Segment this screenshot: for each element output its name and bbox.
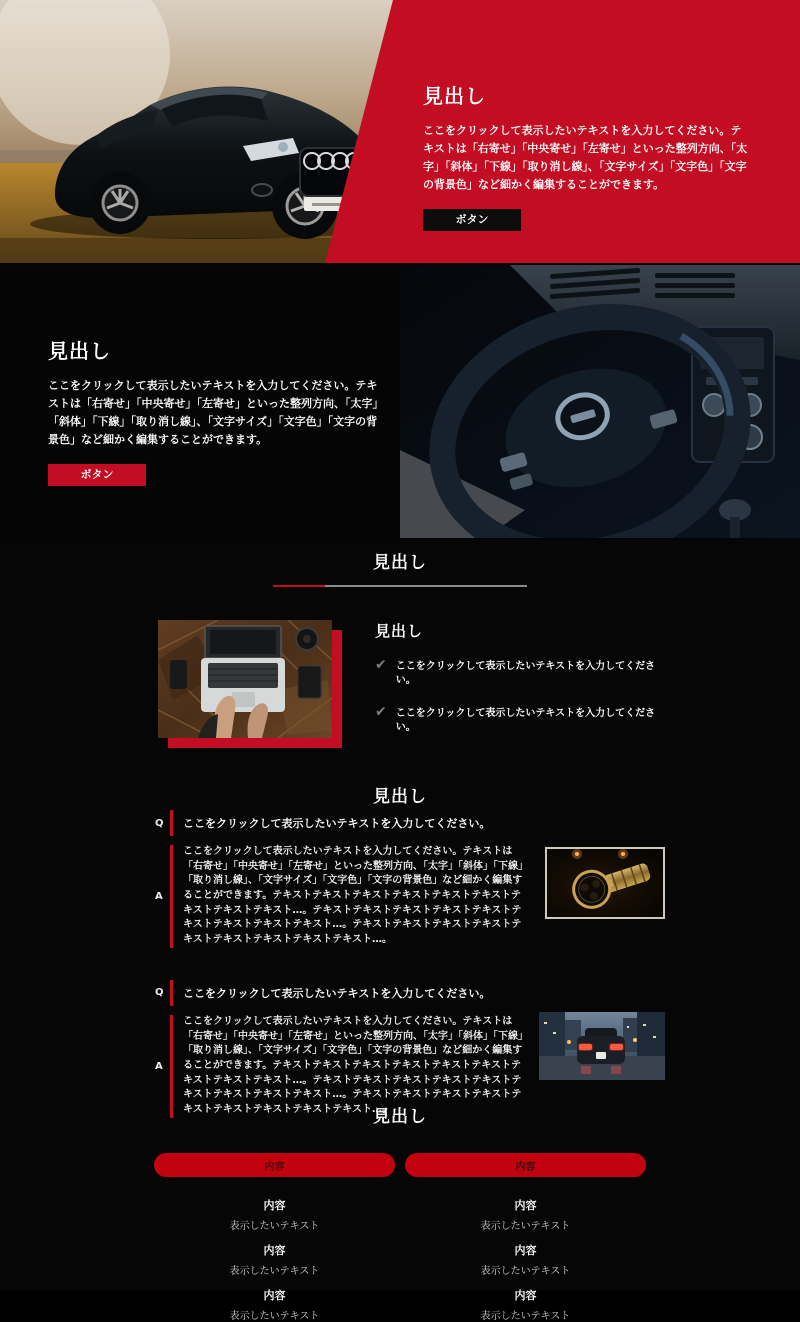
summary-pill-button-1[interactable]: 内容 <box>154 1153 395 1177</box>
car-taillights-photo <box>539 1012 665 1080</box>
summary-row-value: 表示したいテキスト <box>229 1221 320 1232</box>
steering-wheel-photo <box>400 265 800 538</box>
summary-row-value: 表示したいテキスト <box>229 1311 320 1322</box>
watch-illustration <box>547 849 663 917</box>
section-2-content <box>48 335 388 486</box>
laptop-illustration <box>158 620 332 738</box>
summary-heading: 見出し <box>373 1107 427 1127</box>
faq-item <box>155 810 665 948</box>
checkmark-icon: ✔ <box>375 704 387 720</box>
section-2 <box>0 263 800 540</box>
faq-question-text: ここをクリックして表示したいテキストを入力してください。 <box>183 986 491 1000</box>
summary-column-1 <box>154 1187 395 1322</box>
summary-row <box>405 1242 646 1277</box>
steering-wheel-illustration <box>400 265 800 538</box>
summary-row-label: 内容 <box>263 1289 286 1302</box>
hero-content <box>423 80 751 231</box>
summary-row-value: 表示したいテキスト <box>480 1221 571 1232</box>
faq-question-row <box>155 810 665 836</box>
a-label: A <box>155 890 163 902</box>
check-list-item <box>375 705 665 735</box>
summary-row-label: 内容 <box>263 1199 286 1212</box>
summary-row-value: 表示したいテキスト <box>480 1266 571 1277</box>
check-item-text: ここをクリックして表示したいテキストを入力してください。 <box>395 708 656 733</box>
summary-column-2 <box>405 1187 646 1322</box>
features-section <box>0 540 800 770</box>
section-2-body-text: ここをクリックして表示したいテキストを入力してください。テキストは「右寄せ」「中央寄せ」「左寄せ」といった整列方向、「太字」「斜体」「下線」「取り消し線」、「文字サイズ」「文字色」「文字の背景色」など細かく編集することができます。 <box>48 379 384 447</box>
summary-row-label: 内容 <box>514 1289 537 1302</box>
check-item-text: ここをクリックして表示したいテキストを入力してください。 <box>395 661 656 686</box>
hero-body-text: ここをクリックして表示したいテキストを入力してください。テキストは「右寄せ」「中央寄せ」「左寄せ」といった整列方向、「太字」「斜体」「下線」「取り消し線」、「文字サイズ」「文字色」「文字の背景色」など細かく編集することができます。 <box>423 124 748 192</box>
hero-heading: 見出し <box>423 84 486 108</box>
laptop-desk-photo <box>158 620 332 738</box>
red-bar <box>170 980 173 1006</box>
faq-answer-text: ここをクリックして表示したいテキストを入力してください。テキストは「右寄せ」「中央寄せ」「左寄せ」といった整列方向、「太字」「斜体」「下線」「取り消し線」、「文字サイズ」「文字色」「文字の背景色」など細かく編集することができます。テキストテキストテキストテキストテキストテキストテキストテキストテキスト…。テキストテキストテキストテキストテキストテキストテキストテキストテキスト…。テキストテキストテキストテキストテキストテキストテキストテキストテキスト…。 <box>183 1015 528 1115</box>
a-label: A <box>155 1060 163 1072</box>
red-bar <box>170 810 173 836</box>
summary-row-label: 内容 <box>514 1199 537 1212</box>
features-heading: 見出し <box>373 553 427 573</box>
faq-question-text: ここをクリックして表示したいテキストを入力してください。 <box>183 817 491 830</box>
red-bar <box>170 845 173 948</box>
car-rear-illustration <box>539 1012 665 1080</box>
summary-buttons-row <box>154 1153 646 1177</box>
faq-heading: 見出し <box>373 787 427 807</box>
faq-question-row <box>155 980 665 1006</box>
summary-row-value: 表示したいテキスト <box>480 1311 571 1322</box>
summary-section <box>0 1090 800 1322</box>
summary-row <box>154 1287 395 1322</box>
hero-button[interactable]: ボタン <box>423 209 521 231</box>
summary-row-label: 内容 <box>263 1244 286 1257</box>
summary-row <box>405 1197 646 1232</box>
summary-row <box>154 1242 395 1277</box>
features-subheading: 見出し <box>375 622 424 640</box>
check-list-item <box>375 658 665 688</box>
laptop-photo-block <box>158 620 332 738</box>
q-label: Q <box>155 987 164 999</box>
gold-watch-photo <box>545 847 665 919</box>
summary-row <box>405 1287 646 1322</box>
hero-section <box>0 0 800 263</box>
summary-row-label: 内容 <box>514 1244 537 1257</box>
section-2-heading: 見出し <box>48 339 111 363</box>
features-divider <box>273 585 527 587</box>
summary-pill-button-2[interactable]: 内容 <box>405 1153 646 1177</box>
summary-row <box>154 1197 395 1232</box>
q-label: Q <box>155 817 164 829</box>
faq-answer-text: ここをクリックして表示したいテキストを入力してください。テキストは「右寄せ」「中央寄せ」「左寄せ」といった整列方向、「太字」「斜体」「下線」「取り消し線」、「文字サイズ」「文字色」「文字の背景色」など細かく編集することができます。テキストテキストテキストテキストテキストテキストテキストテキストテキスト…。テキストテキストテキストテキストテキストテキストテキストテキストテキスト…。テキストテキストテキストテキストテキストテキストテキストテキストテキスト…。 <box>183 846 528 946</box>
summary-row-value: 表示したいテキスト <box>229 1266 320 1277</box>
checkmark-icon: ✔ <box>375 657 387 673</box>
summary-columns <box>154 1187 646 1322</box>
features-right-column <box>375 620 665 735</box>
section-2-button[interactable]: ボタン <box>48 464 146 486</box>
faq-section <box>0 770 800 1115</box>
